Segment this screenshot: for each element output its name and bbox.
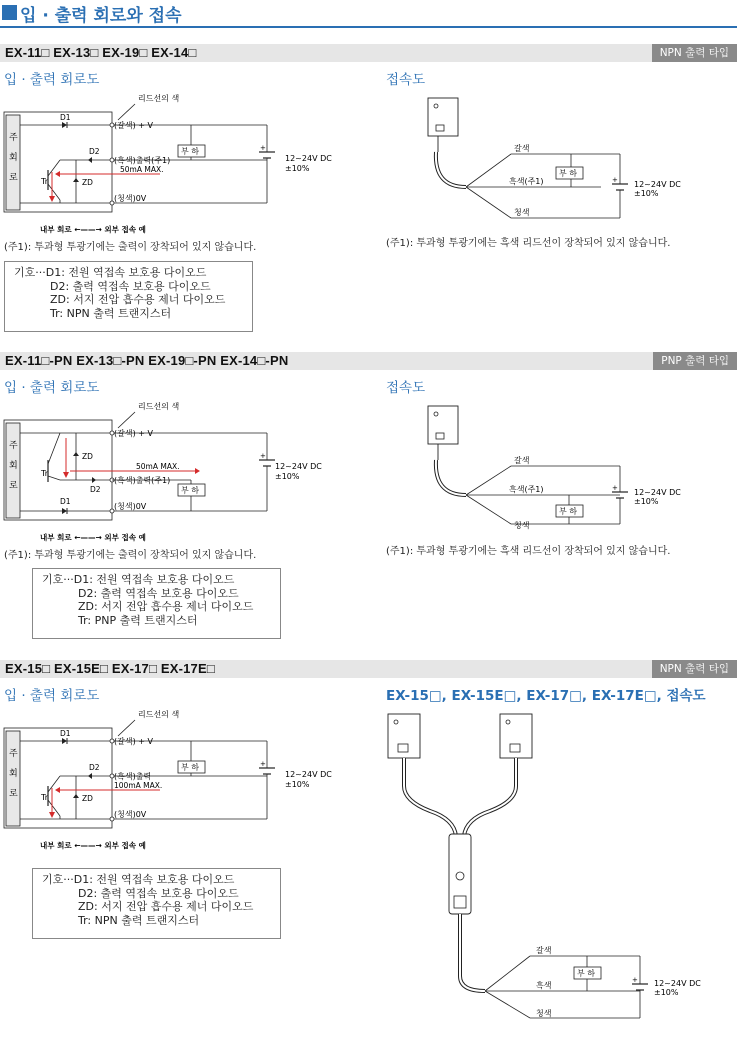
svg-text:주: 주: [9, 441, 18, 451]
connection-note: (주1): 투과형 투광기에는 흑색 리드선이 장착되어 있지 않습니다.: [386, 238, 671, 249]
connection-title: EX-15□, EX-15E□, EX-17□, EX-17E□, 접속도: [386, 688, 706, 704]
svg-text:갈색: 갈색: [514, 144, 530, 153]
svg-text:±10%: ±10%: [285, 164, 310, 173]
svg-text:(청색)0V: (청색)0V: [114, 194, 147, 203]
svg-text:50mA MAX.: 50mA MAX.: [120, 165, 164, 174]
circuit-title: 입 · 출력 회로도: [4, 72, 100, 88]
svg-text:부 하: 부 하: [181, 763, 199, 772]
model-list: EX-15□ EX-15E□ EX-17□ EX-17E□: [5, 661, 215, 676]
svg-text:12~24V DC: 12~24V DC: [634, 488, 681, 497]
circuit-note: (주1): 투과형 투광기에는 출력이 장착되어 있지 않습니다.: [4, 550, 257, 561]
svg-text:(갈색) + V: (갈색) + V: [114, 429, 153, 438]
svg-text:흑색: 흑색: [536, 981, 552, 990]
svg-text:12~24V DC: 12~24V DC: [285, 770, 332, 779]
svg-text:+: +: [260, 760, 266, 768]
svg-text:(흑색)출력(주1): (흑색)출력(주1): [114, 476, 171, 485]
zener-diode: [73, 178, 79, 182]
svg-text:Tr: Tr: [41, 177, 48, 186]
svg-text:Tr: Tr: [41, 793, 48, 802]
io-circuit-diagram: [0, 706, 345, 856]
svg-text:12~24V DC: 12~24V DC: [634, 180, 681, 189]
circuit-title: 입 · 출력 회로도: [4, 688, 100, 704]
output-type-badge: PNP 출력 타입: [653, 352, 737, 370]
svg-text:리드선의 색: 리드선의 색: [138, 710, 180, 719]
svg-text:내부 회로 ←——→ 외부 접속 예: 내부 회로 ←——→ 외부 접속 예: [40, 533, 146, 542]
y-cable-connection-diagram: [370, 706, 730, 1026]
svg-text:D2: D2: [90, 485, 101, 494]
svg-text:(갈색) + V: (갈색) + V: [114, 737, 153, 746]
circuit-note: (주1): 투과형 투광기에는 출력이 장착되어 있지 않습니다.: [4, 242, 257, 253]
svg-text:ZD: ZD: [82, 452, 93, 461]
diode-d1: [62, 122, 67, 128]
svg-text:12~24V DC: 12~24V DC: [275, 462, 322, 471]
svg-text:주: 주: [9, 749, 18, 759]
svg-text:리드선의 색: 리드선의 색: [138, 402, 180, 411]
svg-text:±10%: ±10%: [634, 189, 659, 198]
svg-text:±10%: ±10%: [285, 780, 310, 789]
model-list: EX-11□ EX-13□ EX-19□ EX-14□: [5, 45, 197, 60]
svg-text:내부 회로 ←——→ 외부 접속 예: 내부 회로 ←——→ 외부 접속 예: [40, 225, 146, 234]
svg-text:(흑색)출력(주1): (흑색)출력(주1): [114, 156, 171, 165]
svg-text:청색: 청색: [536, 1009, 552, 1018]
svg-text:D1: D1: [60, 113, 71, 122]
svg-text:부 하: 부 하: [559, 169, 577, 178]
main-circuit-char: 회: [9, 153, 18, 163]
svg-text:±10%: ±10%: [654, 988, 679, 997]
svg-text:(갈색) + V: (갈색) + V: [114, 121, 153, 130]
svg-text:±10%: ±10%: [634, 497, 659, 506]
svg-text:+: +: [632, 976, 638, 984]
lead-color-label: 리드선의 색: [138, 94, 180, 103]
svg-text:50mA MAX.: 50mA MAX.: [136, 462, 180, 471]
svg-text:D2: D2: [89, 147, 100, 156]
diode-d2: [88, 157, 92, 163]
svg-text:로: 로: [9, 481, 18, 491]
svg-text:12~24V DC: 12~24V DC: [285, 154, 332, 163]
title-marker: [2, 5, 17, 20]
svg-text:100mA MAX.: 100mA MAX.: [114, 781, 163, 790]
svg-text:±10%: ±10%: [275, 472, 300, 481]
section-bar-npn-1: [0, 44, 737, 62]
svg-text:(청색)0V: (청색)0V: [114, 810, 147, 819]
svg-text:부 하: 부 하: [559, 507, 577, 516]
model-list: EX-11□-PN EX-13□-PN EX-19□-PN EX-14□-PN: [5, 353, 289, 368]
svg-text:ZD: ZD: [82, 794, 93, 803]
page-title: 입 · 출력 회로와 접속: [20, 6, 182, 26]
svg-text:갈색: 갈색: [514, 456, 530, 465]
output-type-badge: NPN 출력 타입: [652, 660, 737, 678]
connection-title: 접속도: [386, 380, 426, 396]
svg-text:회: 회: [9, 769, 18, 779]
svg-text:D2: D2: [89, 763, 100, 772]
connection-diagram: [386, 400, 726, 535]
svg-text:ZD: ZD: [82, 178, 93, 187]
svg-text:내부 회로 ←——→ 외부 접속 예: 내부 회로 ←——→ 외부 접속 예: [40, 841, 146, 850]
svg-text:청색: 청색: [514, 208, 530, 217]
section-bar-pnp: [0, 352, 737, 370]
svg-text:부 하: 부 하: [181, 486, 199, 495]
svg-text:흑색(주1): 흑색(주1): [509, 177, 544, 186]
symbol-legend: 기호···D1: 전원 역접속 보호용 다이오드 D2: 출력 역접속 보호용 다이오드 ZD: 서지 전압 흡수용 제너 다이오드 Tr: NPN 출력 트랜지스터: [4, 261, 253, 332]
svg-text:+: +: [612, 176, 618, 184]
svg-text:부 하: 부 하: [181, 147, 199, 156]
io-circuit-diagram: [0, 398, 345, 548]
svg-text:+: +: [612, 484, 618, 492]
svg-text:로: 로: [9, 789, 18, 799]
svg-text:Tr: Tr: [41, 469, 48, 478]
connection-diagram: [386, 92, 726, 227]
section-bar-npn-2: [0, 660, 737, 678]
svg-text:흑색(주1): 흑색(주1): [509, 485, 544, 494]
io-circuit-diagram: [0, 90, 345, 240]
main-circuit-char: 주: [9, 133, 18, 143]
svg-text:(청색)0V: (청색)0V: [114, 502, 147, 511]
svg-text:회: 회: [9, 461, 18, 471]
output-type-badge: NPN 출력 타입: [652, 44, 737, 62]
symbol-legend: 기호···D1: 전원 역접속 보호용 다이오드 D2: 출력 역접속 보호용 다이오드 ZD: 서지 전압 흡수용 제너 다이오드 Tr: PNP 출력 트랜지스터: [32, 568, 281, 639]
svg-text:부 하: 부 하: [577, 969, 595, 978]
svg-text:D1: D1: [60, 497, 71, 506]
page-header: [0, 0, 737, 28]
main-circuit-char: 로: [9, 173, 18, 183]
svg-text:+: +: [260, 144, 266, 152]
svg-text:D1: D1: [60, 729, 71, 738]
circuit-title: 입 · 출력 회로도: [4, 380, 100, 396]
svg-text:청색: 청색: [514, 521, 530, 530]
svg-text:12~24V DC: 12~24V DC: [654, 979, 701, 988]
svg-text:+: +: [260, 452, 266, 460]
connection-note: (주1): 투과형 투광기에는 흑색 리드선이 장착되어 있지 않습니다.: [386, 546, 671, 557]
svg-text:(흑색)출력: (흑색)출력: [114, 772, 152, 781]
connection-title: 접속도: [386, 72, 426, 88]
symbol-legend: 기호···D1: 전원 역접속 보호용 다이오드 D2: 출력 역접속 보호용 다이오드 ZD: 서지 전압 흡수용 제너 다이오드 Tr: NPN 출력 트랜지스터: [32, 868, 281, 939]
svg-text:갈색: 갈색: [536, 946, 552, 955]
